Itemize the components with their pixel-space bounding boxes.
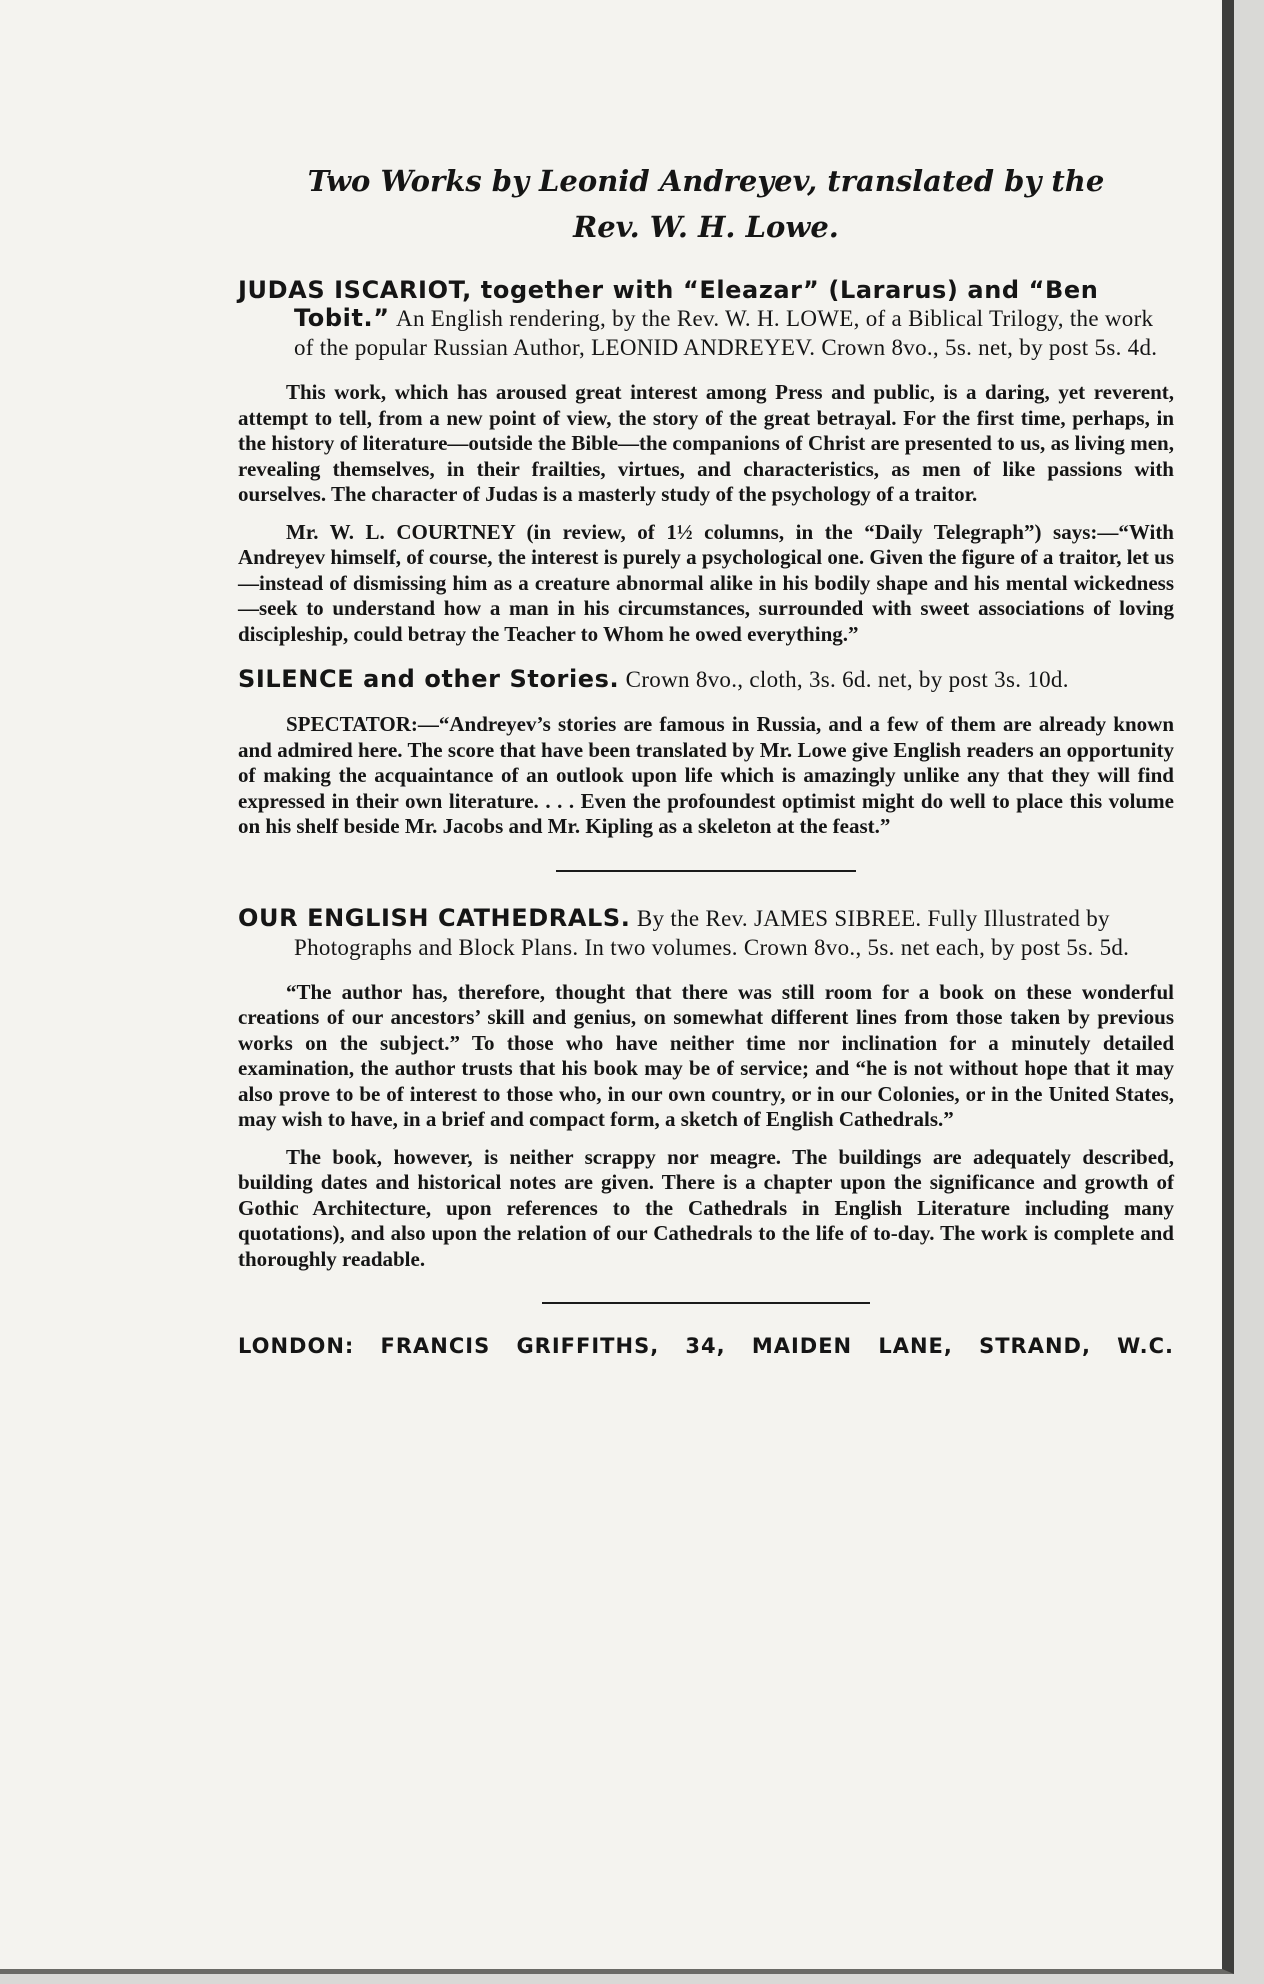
silence-details: Crown 8vo., cloth, 3s. 6d. net, by post 3s. 10d. — [625, 667, 1069, 692]
judas-review: Mr. W. L. COURTNEY (in review, of 1½ columns, in the “Daily Telegraph”) says:—“With Andreyev himself, of course, the interest is purely a psychological one. Given the figure of a traitor, let us—instead of dismissing him as a creature abnormal alike in his bodily shape and his mental wickedness—seek to understand how a man in his circumstances, surrounded with sweet associations of loving discipleship, could betray the Teacher to Whom he owed everything.” — [238, 519, 1174, 646]
cathedrals-title: OUR ENGLISH CATHEDRALS. — [238, 903, 631, 932]
footer-divider — [542, 1302, 870, 1304]
cathedrals-description: The book, however, is neither scrappy nor meagre. The buildings are adequately described, building dates and historical notes are given. There is a chapter upon the significance and growth of Gothic Architecture, upon references to the Cathedrals in English Literature including many quotations), and also upon the relation of our Cathedrals to the life of to-day. The work is complete and thoroughly readable. — [238, 1144, 1174, 1271]
cathedrals-details: By the Rev. JAMES SIBREE. Fully Illustrated by Photographs and Block Plans. In two volumes. Crown 8vo., 5s. net each, by post 5s. 5d. — [294, 905, 1130, 960]
judas-entry-heading — [238, 276, 1174, 362]
judas-details: An English rendering, by the Rev. W. H. LOWE, of a Biblical Trilogy, the work of the popular Russian Author, LEONID ANDREYEV. Crown 8vo., 5s. net, by post 5s. 4d. — [294, 306, 1158, 360]
section-divider — [556, 870, 856, 872]
heading-line-1: Two Works by Leonid Andreyev, translated by the — [307, 164, 1105, 198]
page-heading — [238, 158, 1174, 250]
silence-entry-heading — [238, 665, 1174, 694]
advertisement-content — [238, 158, 1174, 1358]
judas-description: This work, which has aroused great interest among Press and public, is a daring, yet reverent, attempt to tell, from a new point of view, the story of the great betrayal. For the first time, perhaps, in the history of literature—outside the Bible—the companions of Christ are presented to us, as living men, revealing themselves, in their frailties, virtues, and characteristics, as men of like passions with ourselves. The character of Judas is a masterly study of the psychology of a traitor. — [238, 380, 1174, 506]
judas-title: JUDAS ISCARIOT, together with “Eleazar” (Lararus) and “Ben Tobit.” — [238, 276, 1099, 332]
cathedrals-entry-heading — [238, 904, 1174, 962]
heading-line-2: Rev. W. H. Lowe. — [573, 210, 839, 244]
cathedrals-quote: “The author has, therefore, thought that there was still room for a book on these wonderful creations of our ancestors’ skill and genius, on somewhat different lines from those taken by previous works on the subject.” To those who have neither time nor inclination for a minutely detailed examination, the author trusts that his book may be of service; and “he is not without hope that it may also prove to be of interest to those who, in our own country, or in our Colonies, or in the United States, may wish to have, in a brief and compact form, a sketch of English Cathedrals.” — [238, 979, 1174, 1131]
silence-review: SPECTATOR:—“Andreyev’s stories are famous in Russia, and a few of them are already known and admired here. The score that have been translated by Mr. Lowe give English readers an opportunity of making the acquaintance of an outlook upon life which is amazingly unlike any that they will find expressed in their own literature. . . . Even the profoundest optimist might do well to place this volume on his shelf beside Mr. Jacobs and Mr. Kipling as a skeleton at the feast.” — [238, 712, 1174, 838]
silence-title: SILENCE and other Stories. — [238, 665, 620, 693]
publisher-imprint: LONDON: FRANCIS GRIFFITHS, 34, MAIDEN LANE, STRAND, W.C. — [238, 1334, 1174, 1358]
